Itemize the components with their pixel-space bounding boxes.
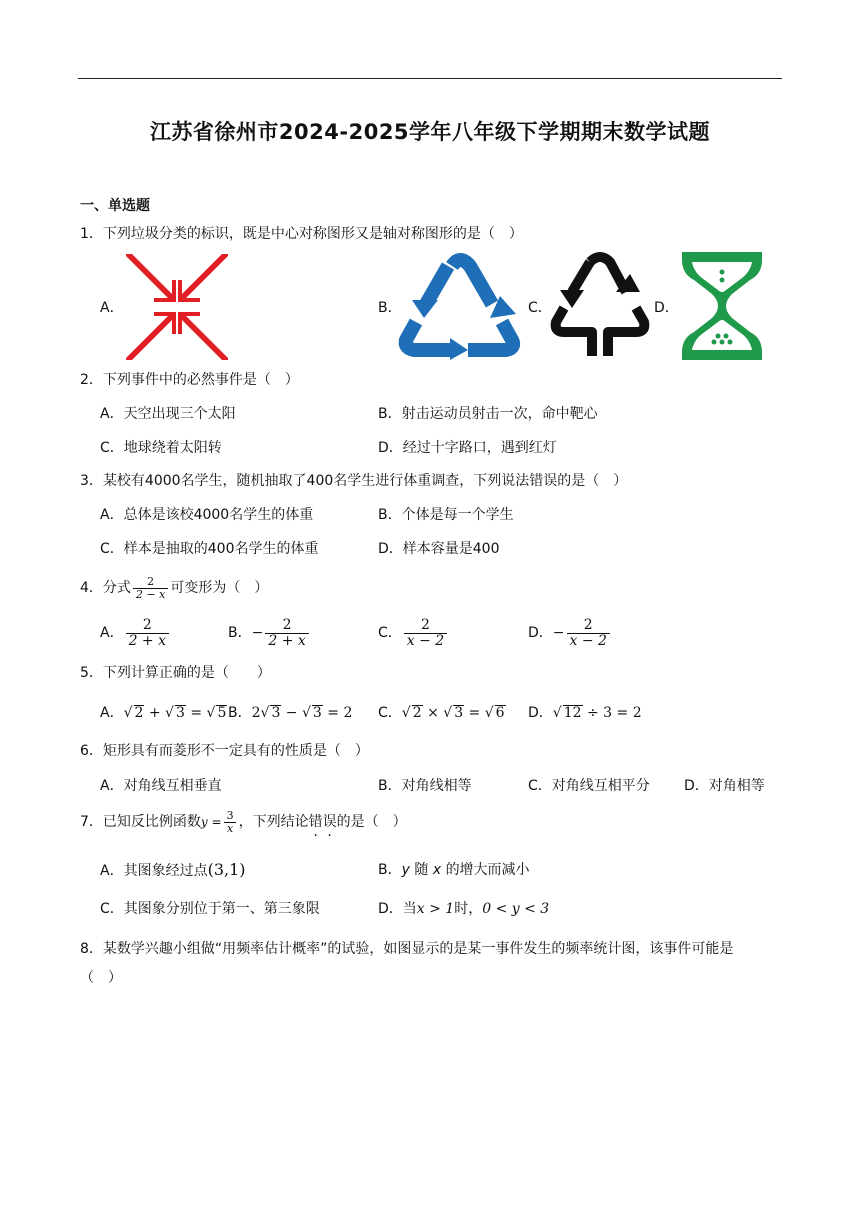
q3-option-a: A．总体是该校4000名学生的体重 <box>100 507 314 523</box>
header-rule <box>78 78 782 79</box>
q1-option-b-label: B． <box>378 300 402 316</box>
q3-option-b: B．个体是每一个学生 <box>378 507 514 523</box>
question-8-stem-line2: （ ） <box>80 970 122 986</box>
q2-option-d: D．经过十字路口，遇到红灯 <box>378 440 557 456</box>
q4-stem-prefix: 4．分式 <box>80 580 131 596</box>
q6-option-a: A．对角线互相垂直 <box>100 778 222 794</box>
q5-d-expr: √ 12 ÷ 3 = 2 <box>552 705 642 721</box>
q4-a-den: 2 + x <box>126 633 169 649</box>
q5-d-label: D． <box>528 705 553 721</box>
q7-fn-den: x <box>224 822 236 835</box>
q7-fn-frac <box>224 810 237 834</box>
q4-c-num: 2 <box>421 616 430 633</box>
q7-option-a <box>100 860 246 881</box>
q7-b-y: y <box>401 862 410 878</box>
q4-option-a <box>100 614 171 652</box>
q7-stem-prefix: 7．已知反比例函数 <box>80 814 201 830</box>
q7-emphasis-char: 误 <box>322 814 337 830</box>
q4-d-frac <box>567 618 610 648</box>
q4-c-den: x − 2 <box>404 633 447 649</box>
q7-emphasis-char: 错 <box>308 814 323 830</box>
q7-b-post: 的增大而减小 <box>445 862 530 878</box>
q4-b-label: B． <box>228 625 252 641</box>
question-1-stem: 1．下列垃圾分类的标识，既是中心对称图形又是轴对称图形的是（ ） <box>80 226 523 242</box>
q4-c-label: C． <box>378 625 402 641</box>
q4-stem-suffix: 可变形为（ ） <box>170 580 269 596</box>
q4-a-num: 2 <box>142 616 152 633</box>
q7-d-label: D．当 <box>378 901 417 917</box>
q6-option-d: D．对角相等 <box>684 778 765 794</box>
q5-option-b <box>228 703 352 723</box>
q5-a-expr: √ 2 + √ 3 = √ 5 <box>123 705 227 721</box>
q5-b-label: B． <box>228 705 252 721</box>
q7-stem-suffix: 的是（ ） <box>336 814 407 830</box>
q7-b-x: x <box>432 862 442 878</box>
section-heading: 一、单选题 <box>80 198 150 214</box>
q4-d-label: D． <box>528 625 553 641</box>
q5-option-d <box>528 703 642 723</box>
q4-d-den: x − 2 <box>567 633 610 649</box>
q1-option-d-label: D． <box>654 300 679 316</box>
hourglass-green-icon <box>678 250 766 362</box>
question-2-stem: 2．下列事件中的必然事件是（ ） <box>80 372 299 388</box>
q4-a-frac <box>126 618 169 648</box>
question-6-stem: 6．矩形具有而菱形不一定具有的性质是（ ） <box>80 743 369 759</box>
q7-fn-num: 3 <box>226 808 234 822</box>
q7-d-res: 0 < y < 3 <box>482 901 550 917</box>
q4-option-c <box>378 614 449 652</box>
question-3-stem: 3．某校有4000名学生，随机抽取了400名学生进行体重调查，下列说法错误的是（ ） <box>80 473 628 489</box>
q1-option-c-label: C． <box>528 300 552 316</box>
q4-option-d <box>528 614 612 652</box>
q7-option-b <box>378 860 530 880</box>
question-8-stem-line1: 8．某数学兴趣小组做“用频率估计概率”的试验，如图显示的是某一事件发生的频率统计图，该事件可能是 <box>80 941 734 957</box>
page-title: 江苏省徐州市2024-2025学年八年级下学期期末数学试题 <box>149 120 711 144</box>
q4-d-num: 2 <box>583 616 593 633</box>
q7-b-mid: 随 <box>414 862 429 878</box>
recycle-triangle-black-icon <box>550 252 650 360</box>
q5-b-expr: 2√ 3 − √ 3 = 2 <box>251 705 353 721</box>
q4-b-minus: − <box>251 625 264 641</box>
q1-option-a-label: A． <box>100 300 124 316</box>
q5-option-c <box>378 703 506 723</box>
arrows-converging-icon <box>118 252 236 362</box>
q5-c-label: C． <box>378 705 402 721</box>
question-4-stem <box>80 570 268 606</box>
q4-option-b <box>228 614 311 652</box>
q2-option-b: B．射击运动员射击一次，命中靶心 <box>378 406 598 422</box>
q7-a-point: (3,1) <box>207 860 246 879</box>
q3-option-c: C．样本是抽取的400名学生的体重 <box>100 541 319 557</box>
q3-option-d: D．样本容量是400 <box>378 541 500 557</box>
q2-option-a: A．天空出现三个太阳 <box>100 406 236 422</box>
q7-fn-lhs: y = <box>200 815 222 829</box>
q4-b-frac <box>265 618 308 648</box>
q2-option-c: C．地球绕着太阳转 <box>100 440 222 456</box>
q4-b-num: 2 <box>282 616 292 633</box>
q6-option-c: C．对角线互相平分 <box>528 778 650 794</box>
q4-fraction <box>133 576 168 600</box>
q4-b-den: 2 + x <box>265 633 308 649</box>
q7-stem-mid: ，下列结论 <box>238 814 309 830</box>
q7-b-label: B． <box>378 862 402 878</box>
q6-option-b: B．对角线相等 <box>378 778 472 794</box>
q4-c-frac <box>404 618 447 648</box>
q4-frac-den: 2 − x <box>133 588 168 601</box>
q4-frac-num: 2 <box>147 574 155 588</box>
q5-a-label: A． <box>100 705 124 721</box>
q4-d-minus: − <box>552 625 565 641</box>
q7-d-mid: 时， <box>454 901 483 917</box>
q4-a-label: A． <box>100 625 124 641</box>
q7-emphasis-error <box>309 814 337 830</box>
recycle-triangle-blue-icon <box>398 252 522 360</box>
q5-option-a <box>100 703 227 723</box>
q7-option-c: C．其图象分别位于第一、第三象限 <box>100 901 320 917</box>
question-5-stem: 5．下列计算正确的是（ ） <box>80 665 271 681</box>
q7-option-d <box>378 899 549 919</box>
q7-a-text: A．其图象经过点 <box>100 863 208 879</box>
q7-d-cond: x > 1 <box>416 901 455 917</box>
q5-c-expr: √ 2 × √ 3 = √ 6 <box>401 705 505 721</box>
question-7-stem <box>80 804 407 840</box>
